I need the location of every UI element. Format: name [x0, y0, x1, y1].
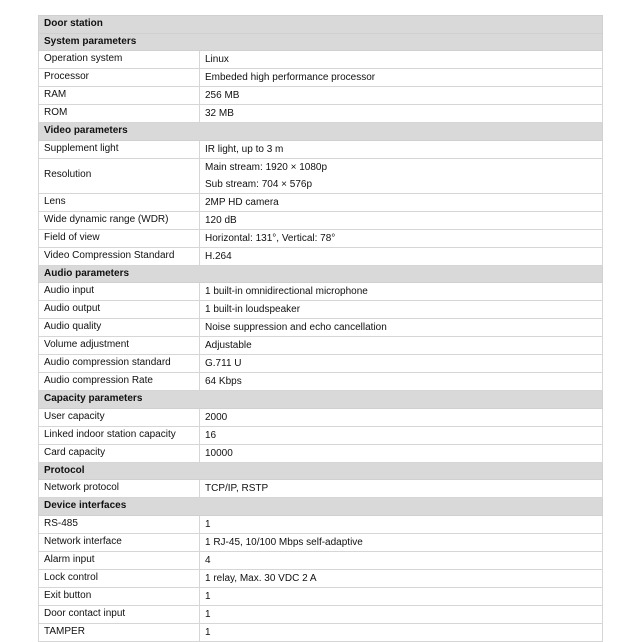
table-row — [39, 87, 603, 105]
param-label: ROM — [39, 105, 200, 123]
table-row — [39, 551, 603, 569]
param-value — [200, 587, 603, 605]
param-value — [200, 105, 603, 123]
param-label: Network interface — [39, 533, 200, 551]
param-value-line: 10000 — [205, 447, 233, 459]
table-row — [39, 408, 603, 426]
param-label: Card capacity — [39, 444, 200, 462]
param-value — [200, 158, 603, 193]
param-label: Operation system — [39, 51, 200, 69]
section-header-row — [39, 33, 603, 51]
param-value — [200, 623, 603, 641]
param-label: Supplement light — [39, 140, 200, 158]
table-row — [39, 140, 603, 158]
section-heading: Device interfaces — [39, 498, 603, 516]
spec-sheet — [38, 15, 602, 642]
param-label: TAMPER — [39, 623, 200, 641]
param-value — [200, 337, 603, 355]
param-label: Audio compression Rate — [39, 373, 200, 391]
param-value — [200, 193, 603, 211]
param-value-line: 1 RJ-45, 10/100 Mbps self-adaptive — [205, 536, 363, 548]
param-value — [200, 408, 603, 426]
table-row — [39, 229, 603, 247]
param-value-line: 4 — [205, 554, 211, 566]
table-row — [39, 337, 603, 355]
table-row — [39, 319, 603, 337]
param-label: Audio quality — [39, 319, 200, 337]
param-value-line: Main stream: 1920 × 1080p — [205, 161, 328, 173]
param-value — [200, 87, 603, 105]
param-label: Lock control — [39, 569, 200, 587]
param-value — [200, 605, 603, 623]
param-label: Linked indoor station capacity — [39, 426, 200, 444]
spec-table — [38, 15, 603, 642]
param-label: Volume adjustment — [39, 337, 200, 355]
param-value — [200, 69, 603, 87]
param-label: Audio output — [39, 301, 200, 319]
param-label: Audio compression standard — [39, 355, 200, 373]
param-label: Field of view — [39, 229, 200, 247]
param-label: RS-485 — [39, 515, 200, 533]
param-label: RAM — [39, 87, 200, 105]
param-value — [200, 301, 603, 319]
param-value-line: 1 built-in omnidirectional microphone — [205, 286, 368, 297]
table-row — [39, 158, 603, 193]
param-value — [200, 533, 603, 551]
param-value-line: TCP/IP, RSTP — [205, 483, 269, 494]
table-row — [39, 444, 603, 462]
param-label: Wide dynamic range (WDR) — [39, 211, 200, 229]
section-header-row — [39, 498, 603, 516]
param-value-line: 2MP HD camera — [205, 196, 279, 208]
section-heading: Capacity parameters — [39, 391, 603, 409]
param-value-line: 32 MB — [205, 108, 234, 119]
param-label: Audio input — [39, 283, 200, 301]
table-row — [39, 355, 603, 373]
section-header-row — [39, 462, 603, 480]
table-row — [39, 193, 603, 211]
section-header-row — [39, 123, 603, 141]
section-header-row — [39, 265, 603, 283]
param-value — [200, 140, 603, 158]
param-label: User capacity — [39, 408, 200, 426]
table-row — [39, 105, 603, 123]
param-label: Processor — [39, 69, 200, 87]
table-title: Door station — [39, 16, 603, 34]
param-value — [200, 426, 603, 444]
param-value — [200, 283, 603, 301]
table-row — [39, 301, 603, 319]
param-value-line: Adjustable — [205, 340, 252, 351]
param-value — [200, 551, 603, 569]
section-heading: Protocol — [39, 462, 603, 480]
table-row — [39, 247, 603, 265]
param-value-line: 64 Kbps — [205, 376, 242, 387]
param-value-line: 1 built-in loudspeaker — [205, 304, 301, 315]
param-value-line: Horizontal: 131°, Vertical: 78° — [205, 232, 336, 244]
param-value-line: 1 — [205, 590, 211, 602]
param-value — [200, 444, 603, 462]
table-row — [39, 515, 603, 533]
section-heading: Video parameters — [39, 123, 603, 141]
param-value-line: Embeded high performance processor — [205, 72, 376, 83]
param-value-line: 2000 — [205, 411, 228, 423]
param-value — [200, 247, 603, 265]
param-value — [200, 319, 603, 337]
table-row — [39, 69, 603, 87]
param-value-line: 16 — [205, 429, 217, 441]
table-row — [39, 569, 603, 587]
param-value — [200, 480, 603, 498]
table-row — [39, 373, 603, 391]
table-row — [39, 533, 603, 551]
spec-table-body — [39, 16, 603, 642]
param-value-line: 1 relay, Max. 30 VDC 2 A — [205, 572, 317, 584]
param-value-line: Noise suppression and echo cancellation — [205, 322, 387, 333]
param-label: Exit button — [39, 587, 200, 605]
param-value-line: 1 — [205, 518, 211, 530]
param-label: Alarm input — [39, 551, 200, 569]
table-row — [39, 623, 603, 641]
param-label: Lens — [39, 193, 200, 211]
param-value-line: 1 — [205, 608, 211, 620]
param-value-line: 1 — [205, 626, 211, 638]
param-label: Resolution — [39, 158, 200, 193]
param-value-line: 256 MB — [205, 90, 240, 101]
table-row — [39, 605, 603, 623]
section-header-row — [39, 391, 603, 409]
param-value — [200, 569, 603, 587]
param-value-line: Linux — [205, 54, 229, 65]
table-row — [39, 283, 603, 301]
param-value-line: H.264 — [205, 250, 232, 262]
table-row — [39, 426, 603, 444]
table-row — [39, 587, 603, 605]
param-value-line: Sub stream: 704 × 576p — [205, 178, 313, 190]
param-value — [200, 211, 603, 229]
param-label: Video Compression Standard — [39, 247, 200, 265]
param-label: Network protocol — [39, 480, 200, 498]
param-value-line: IR light, up to 3 m — [205, 143, 284, 155]
table-row — [39, 51, 603, 69]
param-value — [200, 515, 603, 533]
table-row — [39, 480, 603, 498]
param-value — [200, 229, 603, 247]
param-value-line: G.711 U — [205, 358, 242, 369]
param-value — [200, 51, 603, 69]
param-value — [200, 355, 603, 373]
param-value — [200, 373, 603, 391]
table-title-row — [39, 16, 603, 34]
table-row — [39, 211, 603, 229]
param-value-line: 120 dB — [205, 214, 237, 226]
section-heading: System parameters — [39, 33, 603, 51]
param-label: Door contact input — [39, 605, 200, 623]
section-heading: Audio parameters — [39, 265, 603, 283]
